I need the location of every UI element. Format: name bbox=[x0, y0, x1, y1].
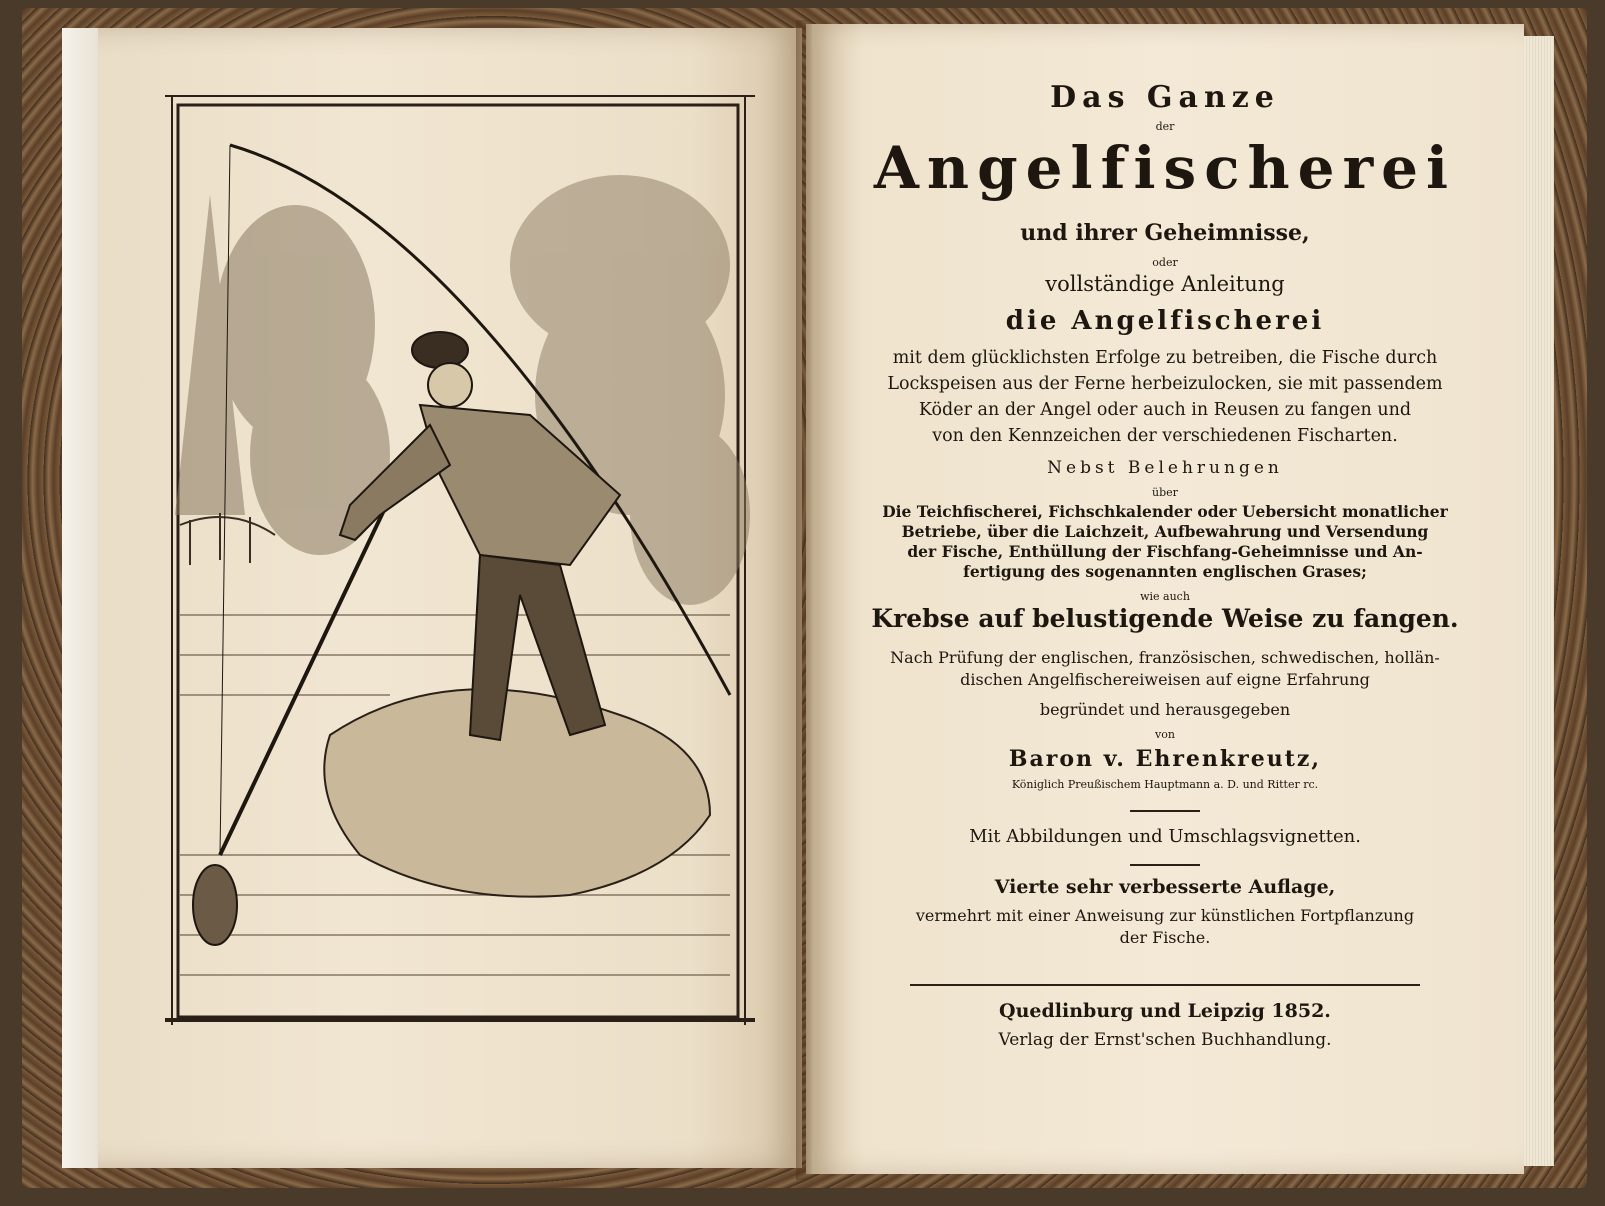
place-year: Quedlinburg und Leipzig 1852. bbox=[999, 1000, 1331, 1022]
frontispiece-engraving bbox=[150, 95, 770, 1045]
subtitle-line: und ihrer Geheimnisse, bbox=[1020, 220, 1310, 246]
main-title: Angelfischerei bbox=[873, 134, 1457, 202]
book-gutter bbox=[796, 20, 812, 1180]
description-line-1: mit dem glücklichsten Erfolge zu betreiben, die Fische durch bbox=[892, 348, 1438, 368]
topics-line-3: der Fische, Enthüllung der Fischfang-Geheimnisse und An- bbox=[907, 542, 1423, 561]
krebse-title: Krebse auf belustigende Weise zu fangen. bbox=[871, 604, 1459, 633]
anleitung-line: vollständige Anleitung bbox=[1045, 272, 1285, 296]
begruendet-line: begründet und herausgegeben bbox=[1039, 700, 1291, 719]
ueber-line: über bbox=[1152, 486, 1178, 499]
caught-fish bbox=[193, 865, 237, 945]
description-line-4: von den Kennzeichen der verschiedenen Fischarten. bbox=[932, 426, 1398, 446]
wie-auch-line: wie auch bbox=[1140, 590, 1190, 603]
bridge bbox=[180, 513, 275, 565]
von-line: von bbox=[1155, 728, 1175, 741]
left-page-edge bbox=[62, 28, 98, 1168]
title-page bbox=[840, 70, 1490, 1130]
edition-line: Vierte sehr verbesserte Auflage, bbox=[994, 876, 1336, 898]
pruefung-line-2: dischen Angelfischereiweisen auf eigne Erfahrung bbox=[960, 670, 1370, 689]
divider-1 bbox=[1130, 810, 1200, 812]
divider-3 bbox=[910, 984, 1420, 986]
abbildungen-line: Mit Abbildungen und Umschlagsvignetten. bbox=[969, 826, 1361, 847]
oder-line: oder bbox=[1152, 256, 1178, 269]
topics-line-2: Betriebe, über die Laichzeit, Aufbewahrung und Versendung bbox=[901, 522, 1429, 541]
edition-note-line-2: der Fische. bbox=[1119, 928, 1211, 947]
author-title: Königlich Preußischem Hauptmann a. D. und Ritter rc. bbox=[1011, 778, 1319, 791]
rock bbox=[324, 689, 710, 896]
topics-line-1: Die Teichfischerei, Fichschkalender oder Uebersicht monatlicher bbox=[882, 502, 1448, 521]
nebst-line: Nebst Belehrungen bbox=[1047, 458, 1283, 478]
secondary-title: die Angelfischerei bbox=[1005, 306, 1325, 336]
edition-note-line-1: vermehrt mit einer Anweisung zur künstlichen Fortpflanzung bbox=[915, 906, 1415, 925]
publisher-line: Verlag der Ernst'schen Buchhandlung. bbox=[998, 1030, 1332, 1050]
title-line-2: der bbox=[1155, 120, 1175, 133]
topics-line-4: fertigung des sogenannten englischen Grases; bbox=[963, 562, 1367, 581]
title-line-1: Das Ganze bbox=[1050, 80, 1280, 115]
description-line-2: Lockspeisen aus der Ferne herbeizulocken, sie mit passendem bbox=[887, 374, 1443, 394]
page-stack-edge bbox=[1524, 36, 1554, 1166]
author-name: Baron v. Ehrenkreutz, bbox=[1008, 746, 1322, 772]
divider-2 bbox=[1130, 864, 1200, 866]
description-line-3: Köder an der Angel oder auch in Reusen zu fangen und bbox=[918, 400, 1412, 420]
pruefung-line-1: Nach Prüfung der englischen, französischen, schwedischen, hollän- bbox=[890, 648, 1440, 667]
